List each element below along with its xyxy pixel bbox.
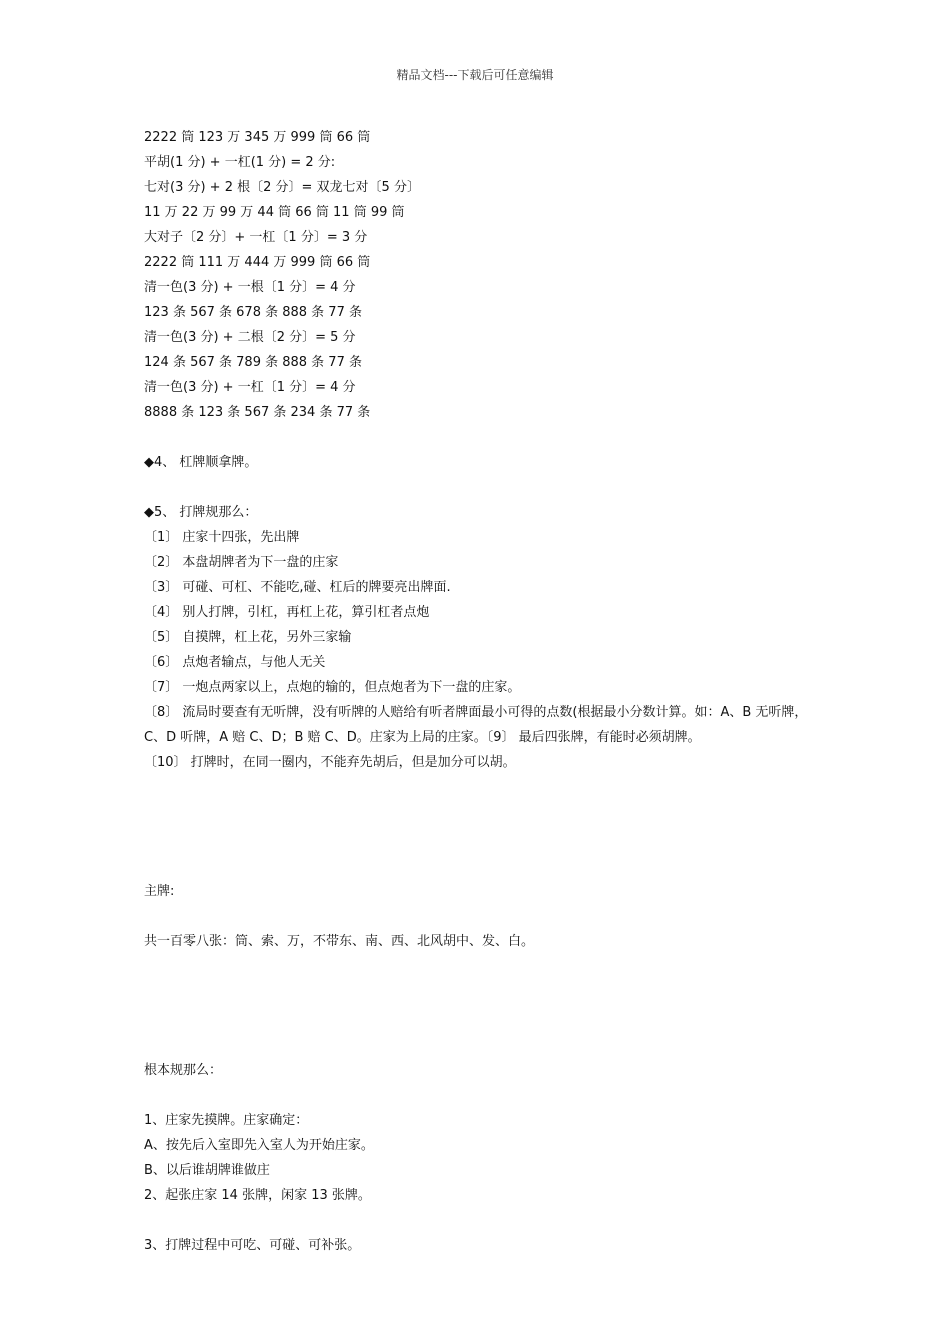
section-item-5-title: ◆5、 打牌规那么： (144, 505, 258, 520)
text-line: 清一色(3 分) + 一根〔1 分〕= 4 分 (144, 280, 356, 295)
text-line: 大对子〔2 分〕+ 一杠〔1 分〕= 3 分 (144, 230, 368, 245)
main-tiles-desc: 共一百零八张：筒、索、万，不带东、南、西、北风胡中、发、白。 (144, 934, 535, 949)
spacer (144, 1008, 824, 1058)
rule-item: 〔2〕 本盘胡牌者为下一盘的庄家 (144, 555, 339, 570)
spacer (144, 829, 824, 879)
rule-item-8: 〔8〕 流局时要查有无听牌，没有听牌的人赔给有听者牌面最小可得的点数(根据最小分数计算。如：A、B 无听牌，C、D 听牌，A 赔 C、D；B 赔 C、D。庄家为上局的庄家。〔9〕 最后四张牌，有能时必须胡牌。 (144, 705, 808, 745)
rule-item-10: 〔10〕 打牌时，在同一圈内，不能弃先胡后，但是加分可以胡。 (144, 755, 516, 770)
text-line: 七对(3 分) + 2 根〔2 分〕= 双龙七对〔5 分〕 (144, 180, 420, 195)
text-line: 8888 条 123 条 567 条 234 条 77 条 (144, 405, 371, 420)
document-body (144, 125, 824, 1258)
basic-rule-item: A、按先后入室即先入室人为开始庄家。 (144, 1138, 374, 1153)
basic-rule-item: B、以后谁胡牌谁做庄 (144, 1163, 270, 1178)
basic-rule-item: 3、打牌过程中可吃、可碰、可补张。 (144, 1238, 361, 1253)
rule-item: 〔4〕 别人打牌，引杠，再杠上花，算引杠者点炮 (144, 605, 430, 620)
spacer (144, 775, 824, 829)
spacer (144, 904, 824, 929)
rule-item: 〔3〕 可碰、可杠、不能吃,碰、杠后的牌要亮出牌面. (144, 580, 451, 595)
spacer (144, 475, 824, 500)
rule-item: 〔6〕 点炮者输点，与他人无关 (144, 655, 326, 670)
text-line: 清一色(3 分) + 一杠〔1 分〕= 4 分 (144, 380, 356, 395)
spacer (144, 954, 824, 1008)
basic-rule-item: 2、起张庄家 14 张牌，闲家 13 张牌。 (144, 1188, 371, 1203)
text-line: 124 条 567 条 789 条 888 条 77 条 (144, 355, 362, 370)
text-line: 清一色(3 分) + 二根〔2 分〕= 5 分 (144, 330, 356, 345)
text-line: 2222 筒 123 万 345 万 999 筒 66 筒 (144, 130, 371, 145)
text-line: 123 条 567 条 678 条 888 条 77 条 (144, 305, 362, 320)
basic-rule-item: 1、庄家先摸牌。庄家确定： (144, 1113, 309, 1128)
rule-item: 〔5〕 自摸牌，杠上花，另外三家输 (144, 630, 352, 645)
page-header: 精品文档---下载后可任意编辑 (396, 68, 554, 82)
basic-rules-title: 根本规那么： (144, 1063, 223, 1078)
rule-item: 〔1〕 庄家十四张，先出牌 (144, 530, 300, 545)
spacer (144, 1083, 824, 1108)
text-line: 2222 筒 111 万 444 万 999 筒 66 筒 (144, 255, 371, 270)
spacer (144, 425, 824, 450)
main-tiles-title: 主牌: (144, 884, 175, 899)
spacer (144, 1208, 824, 1233)
text-line: 11 万 22 万 99 万 44 筒 66 筒 11 筒 99 筒 (144, 205, 405, 220)
text-line: 平胡(1 分) + 一杠(1 分) = 2 分: (144, 155, 336, 170)
section-item-4: ◆4、 杠牌顺拿牌。 (144, 455, 258, 470)
rule-item: 〔7〕 一炮点两家以上，点炮的输的，但点炮者为下一盘的庄家。 (144, 680, 521, 695)
